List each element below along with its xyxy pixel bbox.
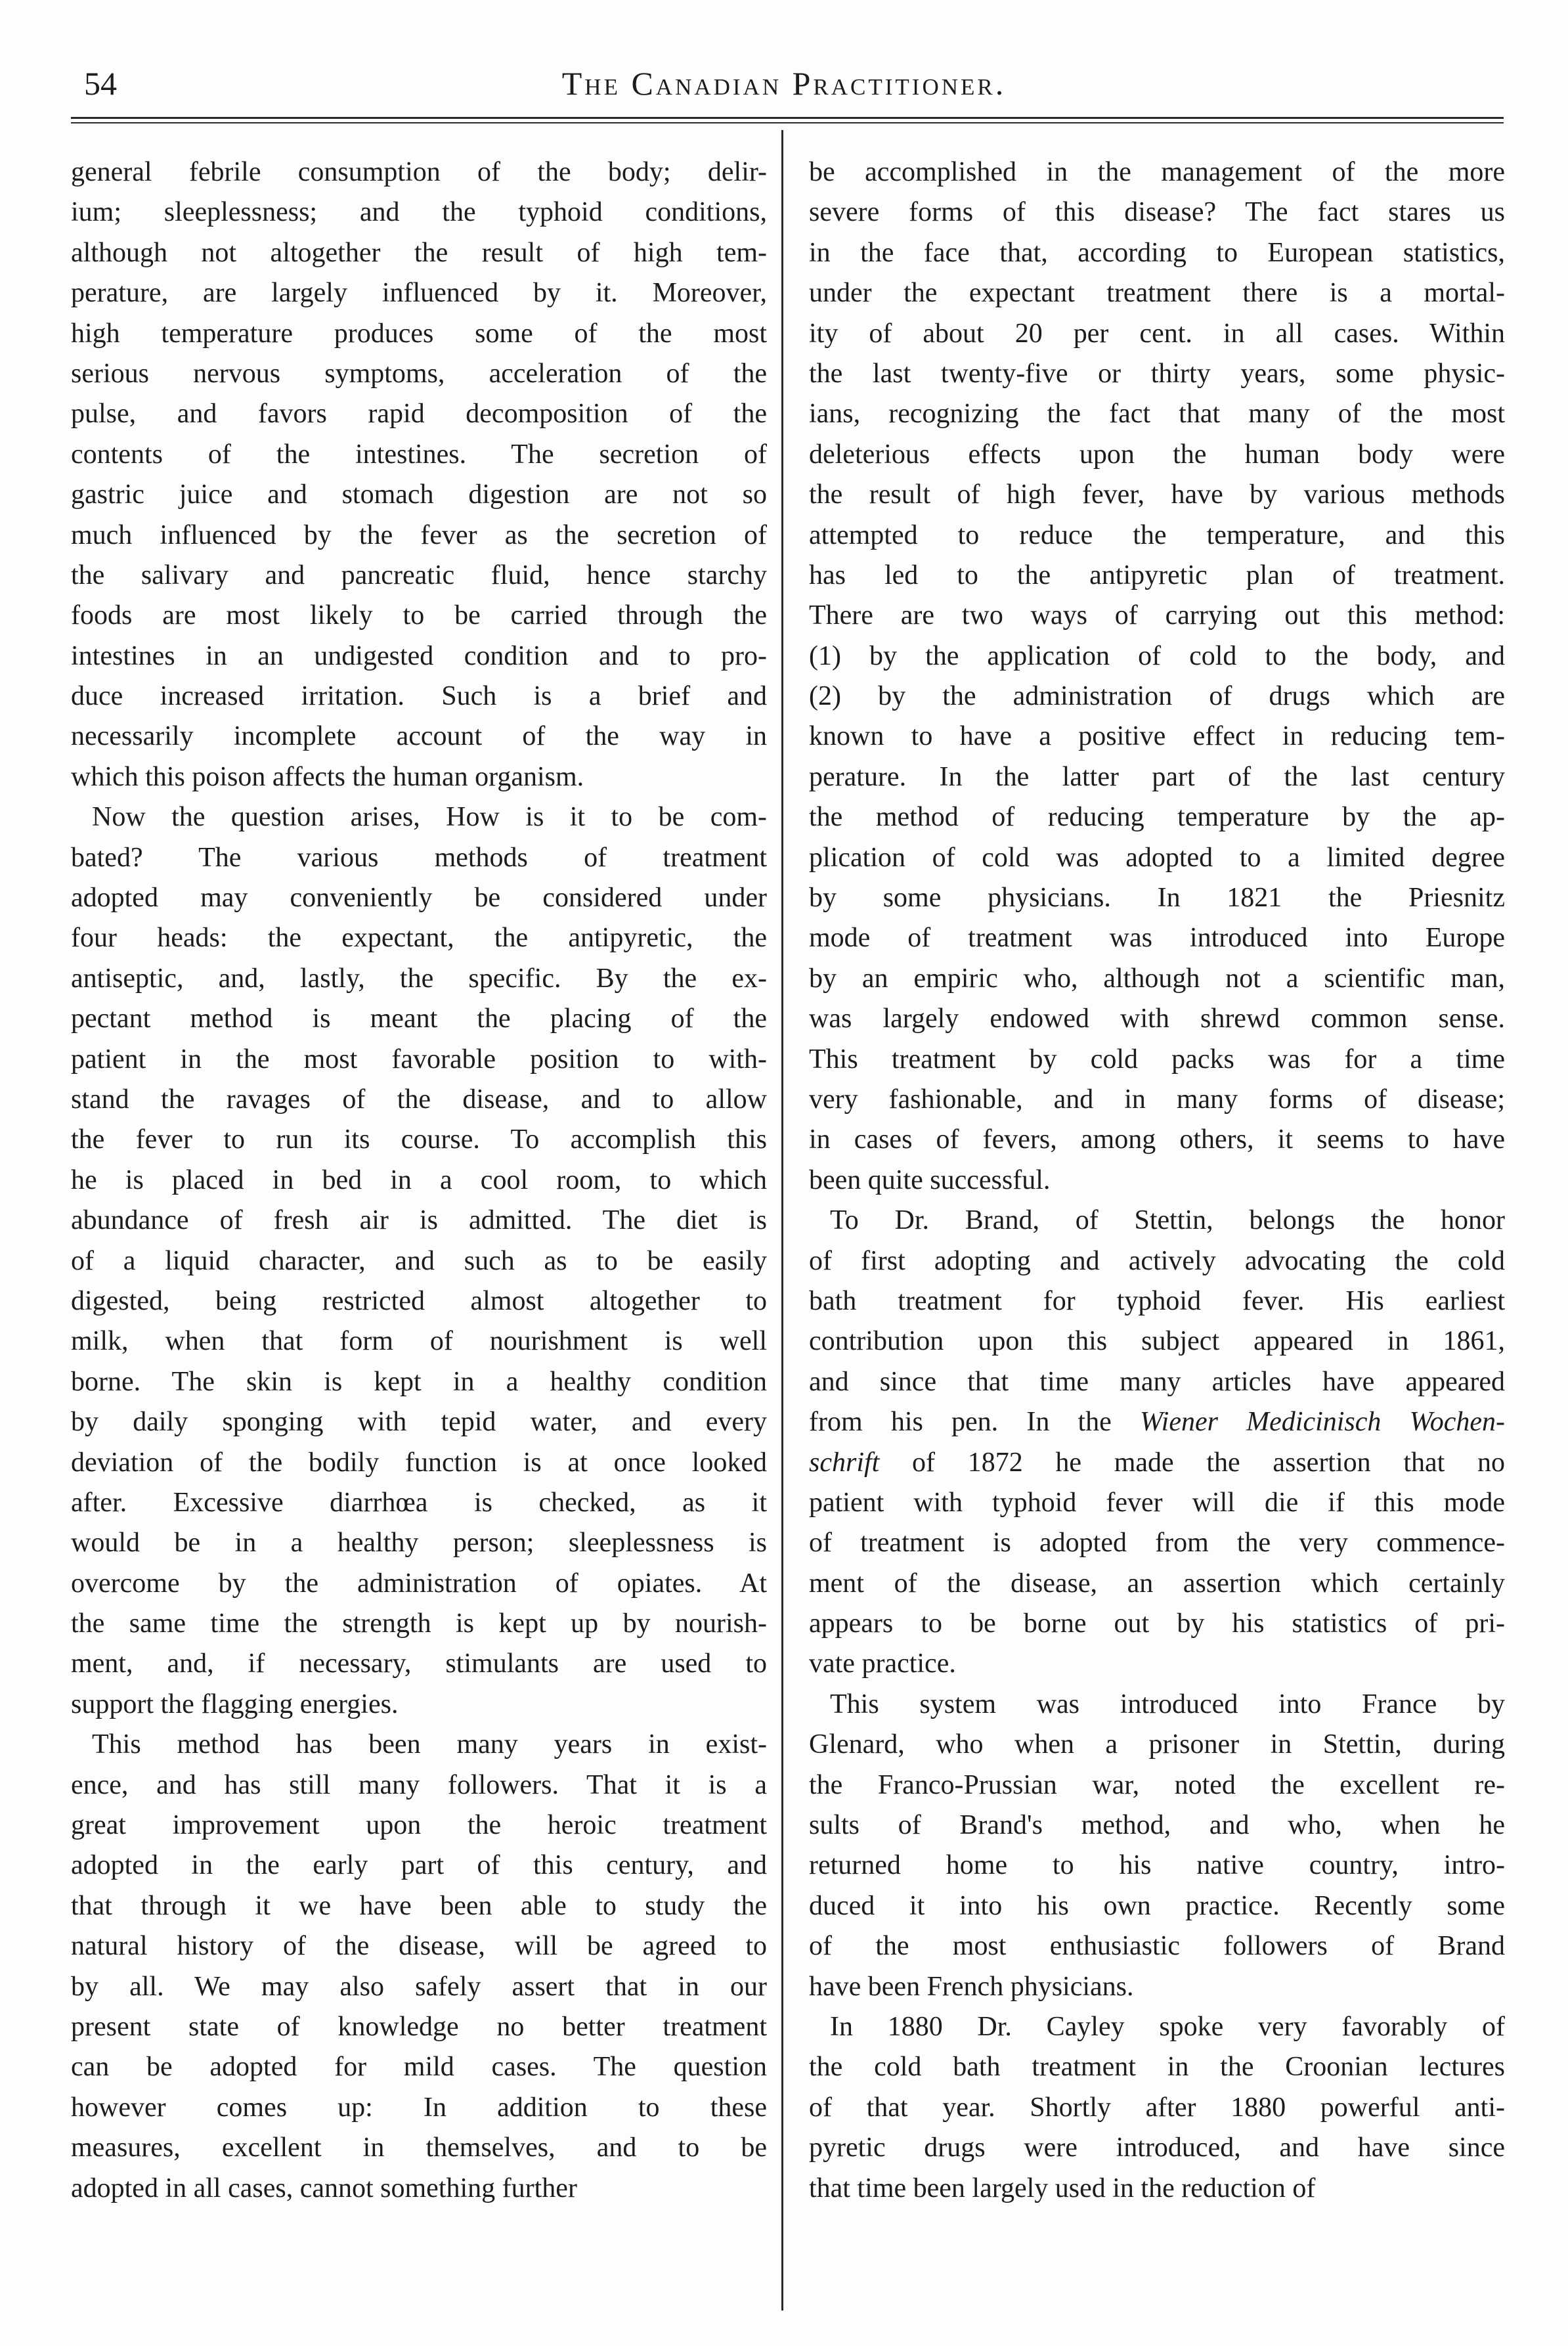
running-title: The Canadian Practitioner. [561, 65, 1007, 102]
text-line: ment of the disease, an assertion which certainly [809, 1568, 1505, 1599]
text-line: sults of Brand's method, and who, when he [809, 1810, 1505, 1841]
text-line: would be in a healthy person; sleeplessness is [71, 1528, 767, 1559]
header-rule-secondary [71, 122, 1504, 123]
text-line: vate practice. [809, 1649, 956, 1679]
text-line: has led to the antipyretic plan of treatment. [809, 560, 1505, 590]
text-line: and since that time many articles have appeared [809, 1366, 1505, 1397]
text-line: support the flagging energies. [71, 1689, 399, 1719]
text-line: serious nervous symptoms, acceleration of the [71, 358, 767, 389]
text-line: the result of high fever, have by various methods [809, 479, 1505, 510]
text-line: contribution upon this subject appeared in 1861, [809, 1326, 1505, 1357]
text-line: bath treatment for typhoid fever. His earliest [809, 1285, 1505, 1316]
text-line: Glenard, who when a prisoner in Stettin, during [809, 1729, 1505, 1760]
text-line: returned home to his native country, intro- [809, 1850, 1505, 1881]
text-line: of the most enthusiastic followers of Brand [809, 1931, 1505, 1962]
text-line: of a liquid character, and such as to be easily [71, 1245, 767, 1276]
right-column [809, 152, 1505, 2209]
text-line: be accomplished in the management of the more [809, 157, 1505, 187]
text-line: ment, and, if necessary, stimulants are used to [71, 1649, 767, 1679]
text-line: that through it we have been able to study the [71, 1890, 767, 1921]
text-line: mode of treatment was introduced into Europe [809, 923, 1505, 954]
text-line: There are two ways of carrying out this method: [809, 600, 1505, 631]
text-line: the same time the strength is kept up by nourish- [71, 1608, 767, 1639]
text-line: adopted in the early part of this century, and [71, 1850, 767, 1881]
text-line: deviation of the bodily function is at once looked [71, 1447, 767, 1478]
journal-title-italic: Wiener Medicinisch Wochen- [1140, 1407, 1505, 1438]
text-line: intestines in an undigested condition and to pro- [71, 640, 767, 671]
text-line: This system was introduced into France by [830, 1689, 1505, 1719]
text-line: can be adopted for mild cases. The question [71, 2052, 767, 2083]
text-line: patient in the most favorable position to with- [71, 1044, 767, 1074]
text-line: borne. The skin is kept in a healthy condition [71, 1366, 767, 1397]
text-line: was largely endowed with shrewd common sense. [809, 1004, 1505, 1034]
text-line: from his pen. In the Wiener Medicinisch Wochen- [809, 1407, 1505, 1438]
text-line: bated? The various methods of treatment [71, 842, 767, 873]
text-line: the method of reducing temperature by the ap- [809, 802, 1505, 833]
text-line: after. Excessive diarrhœa is checked, as it [71, 1487, 767, 1518]
text-line: stand the ravages of the disease, and to allow [71, 1084, 767, 1115]
text-line: he is placed in bed in a cool room, to which [71, 1164, 767, 1195]
text-line: of first adopting and actively advocating the cold [809, 1245, 1505, 1276]
text-line: overcome by the administration of opiates. At [71, 1568, 767, 1599]
text-line: ians, recognizing the fact that many of the most [809, 399, 1505, 430]
text-line: great improvement upon the heroic treatment [71, 1810, 767, 1841]
text-line: (2) by the administration of drugs which are [809, 681, 1505, 712]
text-line: the cold bath treatment in the Croonian lectures [809, 2052, 1505, 2083]
left-column [71, 152, 767, 2209]
text-line: duce increased irritation. Such is a brief and [71, 681, 767, 712]
text-line: in the face that, according to European statistics, [809, 237, 1505, 268]
text-line: attempted to reduce the temperature, and this [809, 520, 1505, 550]
journal-title-italic: schrift [809, 1447, 880, 1478]
text-line: pectant method is meant the placing of the [71, 1004, 767, 1034]
text-line: adopted in all cases, cannot something further [71, 2173, 577, 2203]
text-line: (1) by the application of cold to the body, and [809, 640, 1505, 671]
text-line: present state of knowledge no better treatment [71, 2011, 767, 2042]
text-line: severe forms of this disease? The fact stares us [809, 197, 1505, 228]
text-line: of treatment is adopted from the very commence- [809, 1528, 1505, 1559]
text-line: necessarily incomplete account of the way in [71, 721, 767, 752]
text-line: patient with typhoid fever will die if this mode [809, 1487, 1505, 1518]
text-line: however comes up: In addition to these [71, 2092, 767, 2123]
text-line: the salivary and pancreatic fluid, hence starchy [71, 560, 767, 590]
text-line: pyretic drugs were introduced, and have since [809, 2133, 1505, 2163]
text-line: under the expectant treatment there is a mortal- [809, 278, 1505, 309]
text-line: the fever to run its course. To accomplish this [71, 1124, 767, 1155]
text-line: Now the question arises, How is it to be com- [92, 802, 767, 833]
column-divider [781, 130, 783, 2311]
text-line: ium; sleeplessness; and the typhoid conditions, [71, 197, 767, 228]
text-line: measures, excellent in themselves, and to be [71, 2133, 767, 2163]
text-line: adopted may conveniently be considered under [71, 883, 767, 914]
text-line: abundance of fresh air is admitted. The diet is [71, 1205, 767, 1236]
text-line: four heads: the expectant, the antipyretic, the [71, 923, 767, 954]
text-line: This treatment by cold packs was for a time [809, 1044, 1505, 1074]
text-line: ity of about 20 per cent. in all cases. Within [809, 318, 1505, 349]
text-line: by all. We may also safely assert that in our [71, 1971, 767, 2002]
text-line: appears to be borne out by his statistics of pri- [809, 1608, 1505, 1639]
text-line: the Franco-Prussian war, noted the excellent re- [809, 1769, 1505, 1800]
text-line: plication of cold was adopted to a limited degree [809, 842, 1505, 873]
header-rule [71, 117, 1504, 119]
page-header [66, 60, 1502, 113]
text-line: by some physicians. In 1821 the Priesnitz [809, 883, 1505, 914]
text-line: ence, and has still many followers. That it is a [71, 1769, 767, 1800]
text-line: antiseptic, and, lastly, the specific. By the ex- [71, 963, 767, 994]
text-line: digested, being restricted almost altogether to [71, 1285, 767, 1316]
text-line: perature, are largely influenced by it. Moreover, [71, 278, 767, 309]
text-line: by an empiric who, although not a scientific man, [809, 963, 1505, 994]
text-line: have been French physicians. [809, 1971, 1134, 2002]
text-line: perature. In the latter part of the last century [809, 761, 1505, 792]
text-line: duced it into his own practice. Recently some [809, 1890, 1505, 1921]
text-line: To Dr. Brand, of Stettin, belongs the honor [830, 1205, 1505, 1236]
text-line: general febrile consumption of the body; delir- [71, 157, 767, 187]
text-line: deleterious effects upon the human body were [809, 439, 1505, 470]
text-line: by daily sponging with tepid water, and every [71, 1407, 767, 1438]
text-line: natural history of the disease, will be agreed to [71, 1931, 767, 1962]
text-line: known to have a positive effect in reducing tem- [809, 721, 1505, 752]
page-number: 54 [84, 65, 117, 102]
text-line: contents of the intestines. The secretion of [71, 439, 767, 470]
text-line: pulse, and favors rapid decomposition of the [71, 399, 767, 430]
text-line: although not altogether the result of high tem- [71, 237, 767, 268]
text-line: in cases of fevers, among others, it seems to have [809, 1124, 1505, 1155]
text-line: been quite successful. [809, 1164, 1051, 1195]
text-line: very fashionable, and in many forms of disease; [809, 1084, 1505, 1115]
text-line: In 1880 Dr. Cayley spoke very favorably of [830, 2011, 1505, 2042]
text-line: high temperature produces some of the most [71, 318, 767, 349]
text-line: that time been largely used in the reduction of [809, 2173, 1316, 2203]
text-line: schrift of 1872 he made the assertion that no [809, 1447, 1505, 1478]
text-line: which this poison affects the human organism. [71, 761, 584, 792]
text-line: foods are most likely to be carried through the [71, 600, 767, 631]
text-line: much influenced by the fever as the secretion of [71, 520, 767, 550]
text-line: the last twenty-five or thirty years, some physic- [809, 358, 1505, 389]
text-line: gastric juice and stomach digestion are not so [71, 479, 767, 510]
text-line: milk, when that form of nourishment is well [71, 1326, 767, 1357]
text-line: of that year. Shortly after 1880 powerful anti- [809, 2092, 1505, 2123]
text-line: This method has been many years in exist- [92, 1729, 767, 1760]
